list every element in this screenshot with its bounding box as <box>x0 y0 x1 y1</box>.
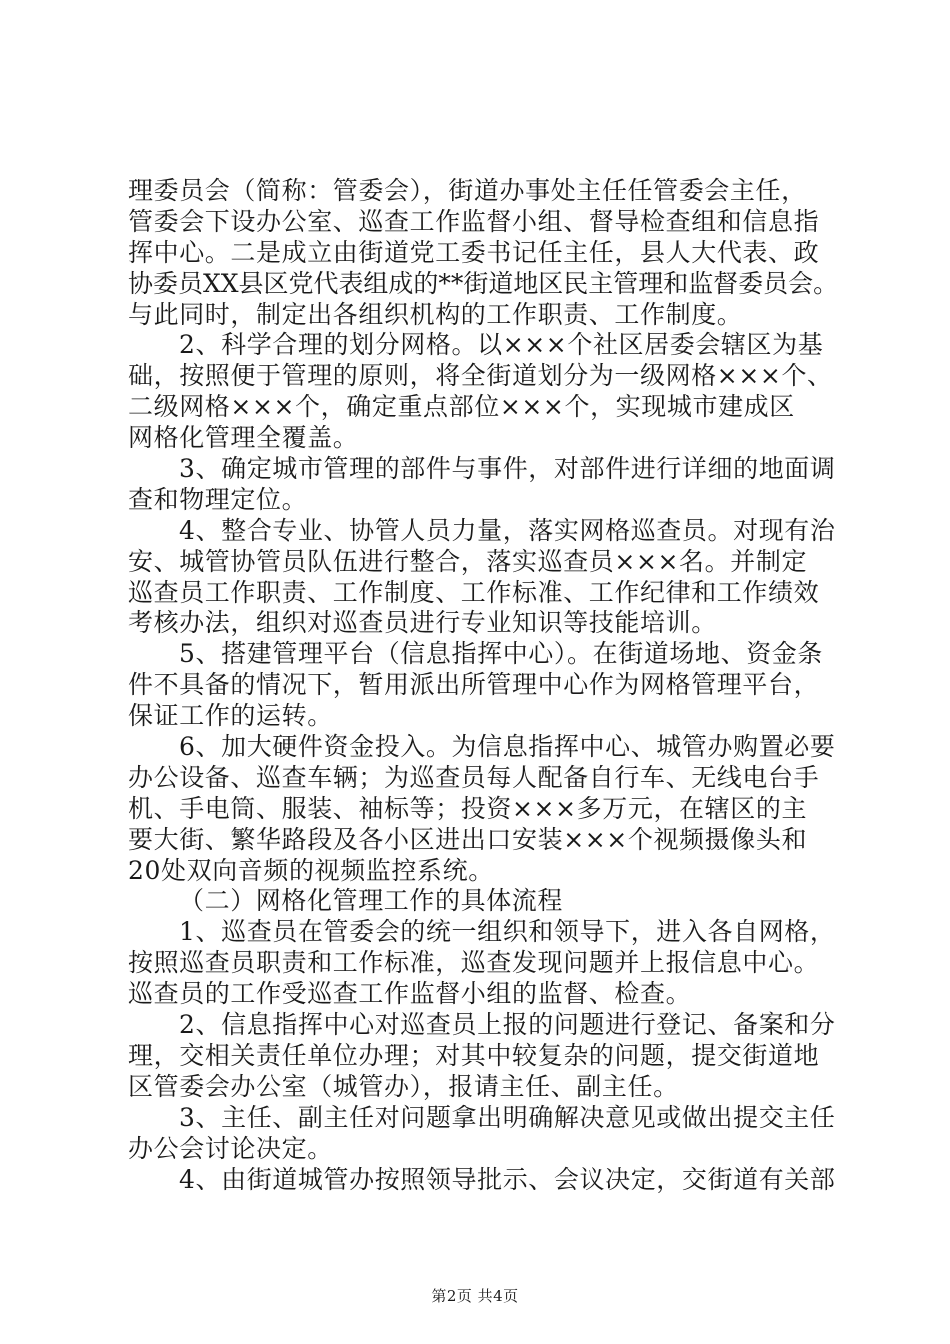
text-line: 2、科学合理的划分网格。以×××个社区居委会辖区为基 <box>179 330 824 360</box>
text-line: 4、由街道城管办按照领导批示、会议决定，交街道有关部 <box>179 1164 836 1194</box>
text-line: 机、手电筒、服装、袖标等；投资×××多万元，在辖区的主 <box>128 793 808 823</box>
text-line: 要大街、繁华路段及各小区进出口安装×××个视频摄像头和 <box>128 824 808 854</box>
text-line: 区管委会办公室（城管办），报请主任、副主任。 <box>128 1071 679 1101</box>
text-line: 巡查员工作职责、工作制度、工作标准、工作纪律和工作绩效 <box>128 577 820 607</box>
paragraph <box>128 516 840 640</box>
text-line: 管委会下设办公室、巡查工作监督小组、督导检查组和信息指 <box>128 206 820 236</box>
text-line: 础，按照便于管理的原则，将全街道划分为一级网格×××个、 <box>128 361 833 391</box>
document-body <box>128 176 840 1195</box>
paragraph <box>128 639 840 732</box>
text-line: 2、信息指挥中心对巡查员上报的问题进行登记、备案和分 <box>179 1010 836 1040</box>
paragraph <box>128 330 840 454</box>
text-line: 按照巡查员职责和工作标准，巡查发现问题并上报信息中心。 <box>128 948 820 978</box>
paragraph <box>128 917 840 1010</box>
text-line: 二级网格×××个，确定重点部位×××个，实现城市建成区 <box>128 392 795 422</box>
text-line: 理委员会（简称：管委会），街道办事处主任任管委会主任， <box>128 176 807 205</box>
text-line: 办公会讨论决定。 <box>128 1133 333 1163</box>
paragraph <box>128 1103 840 1165</box>
text-line: 件不具备的情况下，暂用派出所管理中心作为网格管理平台， <box>128 670 820 700</box>
text-line: 办公设备、巡查车辆；为巡查员每人配备自行车、无线电台手 <box>128 762 820 792</box>
paragraph <box>128 454 840 516</box>
page-number-footer: 第2页 共4页 <box>431 1287 519 1305</box>
paragraph <box>128 732 840 886</box>
text-line: 20处双向音频的视频监控系统。 <box>128 855 494 885</box>
paragraph <box>128 1010 840 1103</box>
text-line: 1、巡查员在管委会的统一组织和领导下，进入各自网格， <box>179 917 836 947</box>
text-line: 3、确定城市管理的部件与事件，对部件进行详细的地面调 <box>179 454 836 484</box>
text-line: 协委员XX县区党代表组成的**街道地区民主管理和监督委员会。 <box>128 268 839 298</box>
text-line: 4、整合专业、协管人员力量，落实网格巡查员。对现有治 <box>179 515 836 545</box>
text-line: 5、搭建管理平台（信息指挥中心）。在街道场地、资金条 <box>179 639 824 669</box>
text-line: 巡查员的工作受巡查工作监督小组的监督、检查。 <box>128 979 692 1009</box>
text-line: 保证工作的运转。 <box>128 701 333 731</box>
paragraph <box>128 1165 840 1196</box>
paragraph <box>128 886 840 917</box>
text-line: （二）网格化管理工作的具体流程 <box>179 886 564 916</box>
text-line: 理，交相关责任单位办理；对其中较复杂的问题，提交街道地 <box>128 1040 820 1070</box>
text-line: 3、主任、副主任对问题拿出明确解决意见或做出提交主任 <box>179 1102 836 1132</box>
text-line: 查和物理定位。 <box>128 484 308 514</box>
text-line: 6、加大硬件资金投入。为信息指挥中心、城管办购置必要 <box>179 732 836 762</box>
text-line: 与此同时，制定出各组织机构的工作职责、工作制度。 <box>128 299 743 329</box>
text-line: 网格化管理全覆盖。 <box>128 423 359 453</box>
paragraph <box>128 176 840 330</box>
text-line: 安、城管协管员队伍进行整合，落实巡查员×××名。并制定 <box>128 546 808 576</box>
text-line: 挥中心。二是成立由街道党工委书记任主任，县人大代表、政 <box>128 237 820 267</box>
text-line: 考核办法，组织对巡查员进行专业知识等技能培训。 <box>128 608 717 638</box>
